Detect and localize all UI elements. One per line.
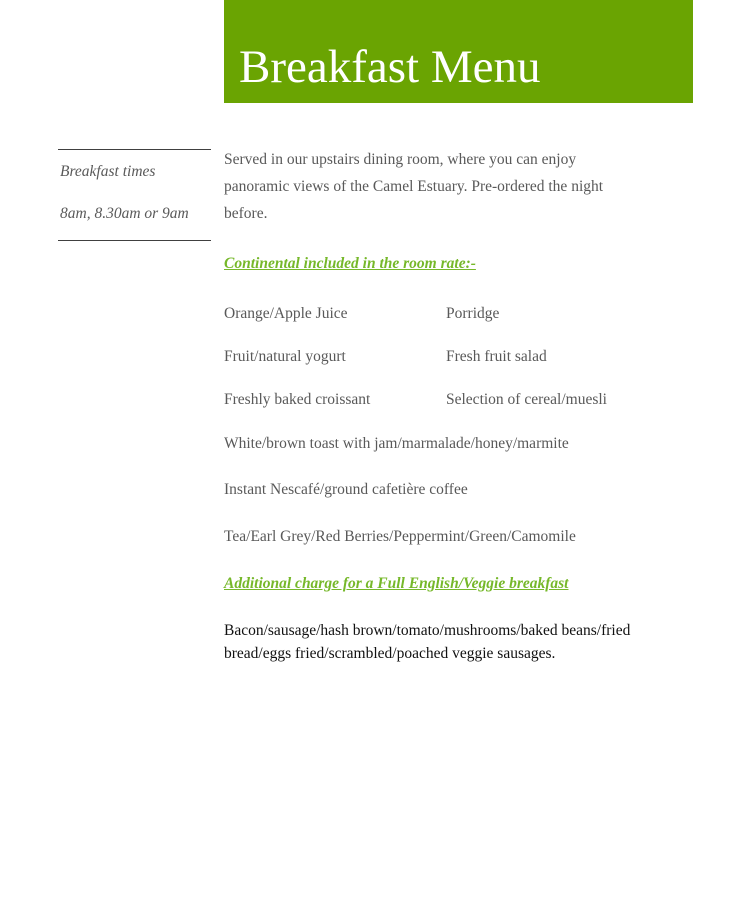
additional-heading: Additional charge for a Full English/Veggie breakfast	[224, 575, 569, 592]
intro-line: before.	[224, 205, 268, 222]
sidebar-divider-top	[58, 149, 211, 150]
continental-heading: Continental included in the room rate:-	[224, 255, 476, 272]
title-banner	[224, 0, 693, 103]
sidebar-divider-bottom	[58, 240, 211, 241]
intro-paragraph	[224, 146, 694, 227]
breakfast-times-value: 8am, 8.30am or 9am	[60, 205, 189, 222]
menu-item: Orange/Apple Juice	[224, 305, 348, 322]
full-english-line: Bacon/sausage/hash brown/tomato/mushrooms/baked beans/fried	[224, 622, 631, 639]
menu-item: Porridge	[446, 305, 500, 322]
menu-item: Fresh fruit salad	[446, 348, 547, 365]
page-title: Breakfast Menu	[239, 41, 541, 93]
full-english-items	[224, 619, 694, 665]
menu-item-coffee: Instant Nescafé/ground cafetière coffee	[224, 481, 468, 498]
intro-line: Served in our upstairs dining room, where you can enjoy	[224, 151, 577, 168]
menu-item-toast: White/brown toast with jam/marmalade/honey/marmite	[224, 435, 569, 452]
intro-line: panoramic views of the Camel Estuary. Pre-ordered the night	[224, 178, 604, 195]
breakfast-times-label: Breakfast times	[60, 163, 156, 180]
menu-item: Fruit/natural yogurt	[224, 348, 346, 365]
menu-item: Freshly baked croissant	[224, 391, 371, 408]
menu-item: Selection of cereal/muesli	[446, 391, 607, 408]
menu-item-tea: Tea/Earl Grey/Red Berries/Peppermint/Green/Camomile	[224, 528, 576, 545]
full-english-line: bread/eggs fried/scrambled/poached veggie sausages.	[224, 645, 556, 662]
